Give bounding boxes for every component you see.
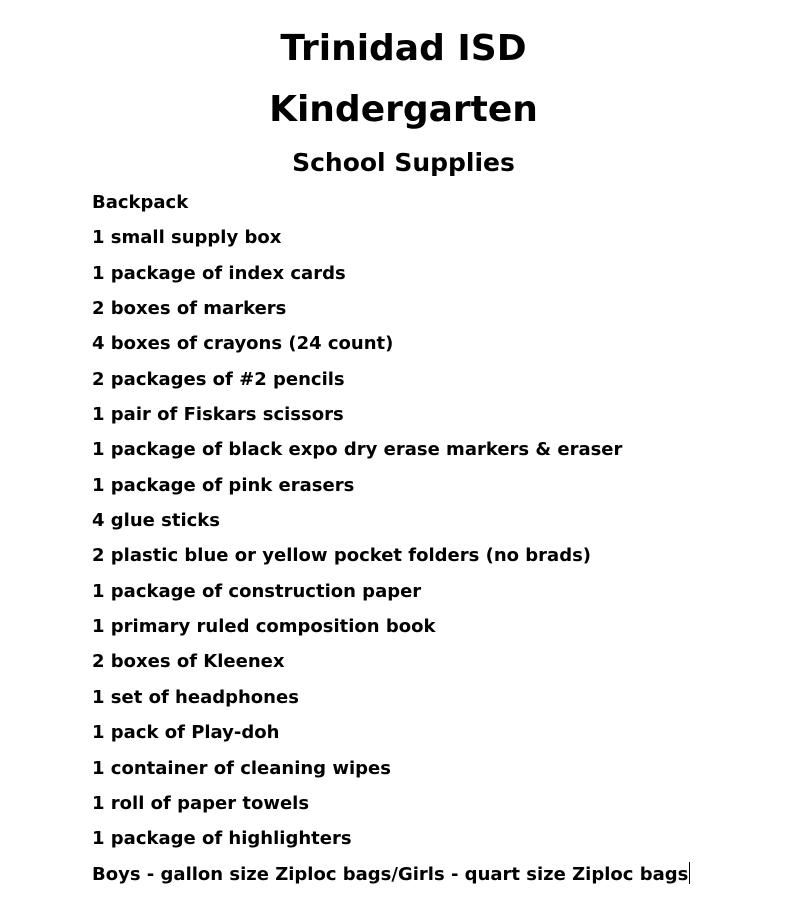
district-title: Trinidad ISD: [280, 28, 527, 69]
supply-item[interactable]: 1 package of highlighters: [92, 828, 352, 850]
supply-item[interactable]: 1 primary ruled composition book: [92, 616, 436, 638]
supply-list: [92, 190, 690, 897]
text-cursor: [689, 862, 690, 884]
supply-item[interactable]: Backpack: [92, 192, 189, 213]
supply-item[interactable]: 1 package of black expo dry erase markers & eraser: [92, 439, 623, 461]
supply-item[interactable]: 1 pair of Fiskars scissors: [92, 404, 344, 426]
grade-title: Kindergarten: [269, 89, 538, 130]
supply-item[interactable]: 1 set of headphones: [92, 686, 299, 708]
supply-item[interactable]: 2 packages of #2 pencils: [92, 368, 345, 390]
supply-item[interactable]: 2 plastic blue or yellow pocket folders (no brads): [92, 545, 592, 567]
supply-item[interactable]: 1 roll of paper towels: [92, 792, 310, 814]
supply-item[interactable]: 1 pack of Play-doh: [92, 722, 280, 744]
supply-item[interactable]: 1 package of pink erasers: [92, 474, 355, 496]
supply-item[interactable]: 4 glue sticks: [92, 510, 220, 532]
supply-item[interactable]: 4 boxes of crayons (24 count): [92, 333, 394, 355]
supply-item[interactable]: 1 small supply box: [92, 227, 282, 249]
section-heading: School Supplies: [292, 148, 515, 177]
supply-item[interactable]: 1 package of index cards: [92, 262, 346, 284]
supply-item[interactable]: 2 boxes of markers: [92, 298, 287, 320]
supply-item[interactable]: 2 boxes of Kleenex: [92, 651, 285, 673]
supply-item[interactable]: 1 package of construction paper: [92, 580, 422, 602]
supply-item[interactable]: 1 container of cleaning wipes: [92, 757, 391, 779]
supply-item[interactable]: Boys - gallon size Ziploc bags/Girls - quart size Ziploc bags: [92, 863, 689, 885]
